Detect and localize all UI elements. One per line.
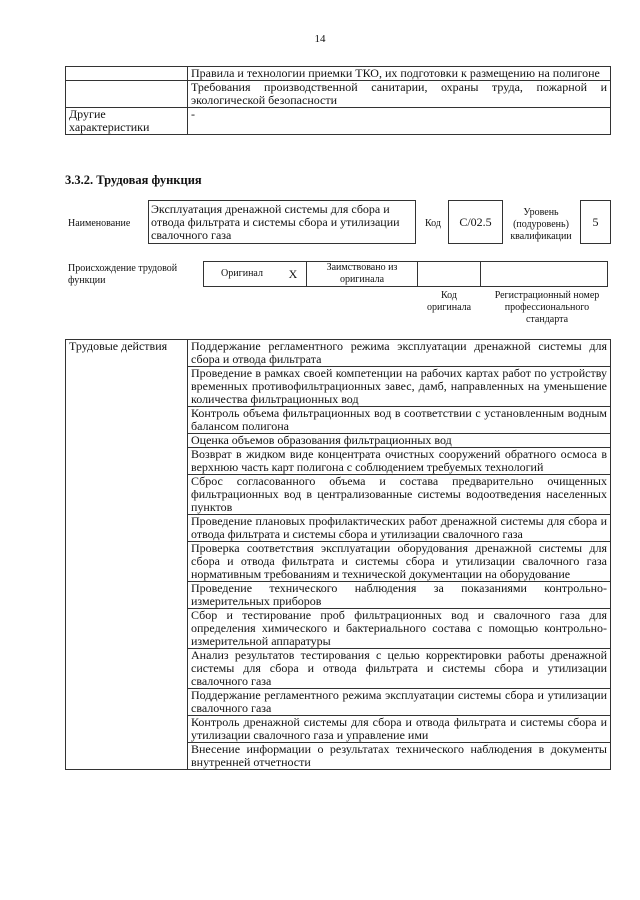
row-text: - [188,108,611,135]
table-row [66,340,611,367]
reg-number-cell [481,262,608,287]
action-item: Внесение информации о результатах технического наблюдения в документы внутренней отчетности [188,743,611,770]
table-row [204,262,608,287]
row-label: Другие характеристики [66,108,188,135]
level-label: Уровень (подуровень) квалификации [510,207,572,242]
section-heading: 3.3.2. Трудовая функция [65,173,202,187]
original-label: Оригинал [204,262,281,287]
table-row [66,67,611,81]
row-text: Требования производственной санитарии, охраны труда, пожарной и экологической безопасности [188,81,611,108]
action-item: Анализ результатов тестирования с целью корректировки работы дренажной системы для сбора и отвода фильтрата и системы сбора и утилизации свалочного газа [188,649,611,689]
row-label [66,67,188,81]
characteristics-table [65,66,611,135]
action-item: Проведение в рамках своей компетенции на рабочих картах работ по устройству временных противофильтрационных завес, дамб, направленных на уменьшение количества фильтрационных вод [188,367,611,407]
row-text: Правила и технологии приемки ТКО, их подготовки к размещению на полигоне [188,67,611,81]
function-name: Эксплуатация дренажной системы для сбора и отвода фильтрата и системы сбора и утилизации свалочного газа [148,200,416,244]
actions-label: Трудовые действия [66,340,188,770]
function-code: С/02.5 [448,200,503,244]
action-item: Контроль дренажной системы для сбора и отвода фильтрата и системы сбора и утилизации свалочного газа и управление ими [188,716,611,743]
orig-code-label: Код оригинала [426,290,472,313]
action-item: Возврат в жидком виде концентрата очистных сооружений обратного осмоса в верхнюю часть карт полигона с соблюдением требуемых технологий [188,448,611,475]
action-item: Поддержание регламентного режима эксплуатации системы сбора и утилизации свалочного газа [188,689,611,716]
reg-number-label: Регистрационный номер профессионального стандарта [494,290,600,325]
action-item: Контроль объема фильтрационных вод в соответствии с установленным водным балансом полигона [188,407,611,434]
action-item: Сбор и тестирование проб фильтрационных вод и свалочного газа для определения химического и бактериального состава с помощью контрольно-измерительной аппаратуры [188,609,611,649]
action-item: Оценка объемов образования фильтрационных вод [188,434,611,448]
level-value: 5 [580,200,611,244]
page-number: 14 [314,33,326,45]
table-row [66,81,611,108]
code-label: Код [425,218,441,229]
action-item: Проведение технического наблюдения за показаниями контрольно-измерительных приборов [188,582,611,609]
name-label: Наименование [68,218,131,229]
original-mark: X [280,262,307,287]
origin-table [203,261,608,287]
borrowed-label: Заимствовано из оригинала [307,262,418,287]
action-item: Сброс согласованного объема и состава предварительно очищенных фильтрационных вод в централизованные системы водоотведения населенных пунктов [188,475,611,515]
table-row [66,108,611,135]
row-label [66,81,188,108]
action-item: Проверка соответствия эксплуатации оборудования дренажной системы для сбора и отвода фильтрата и системы сбора и утилизации свалочного газа нормативным требованиям и технической документации на оборудование [188,542,611,582]
orig-code-cell [418,262,481,287]
origin-label: Происхождение трудовой функции [68,263,178,286]
action-item: Поддержание регламентного режима эксплуатации дренажной системы для сбора и отвода фильтрата [188,340,611,367]
action-item: Проведение плановых профилактических работ дренажной системы для сбора и отвода фильтрата и системы сбора и утилизации свалочного газа [188,515,611,542]
actions-table [65,339,611,770]
